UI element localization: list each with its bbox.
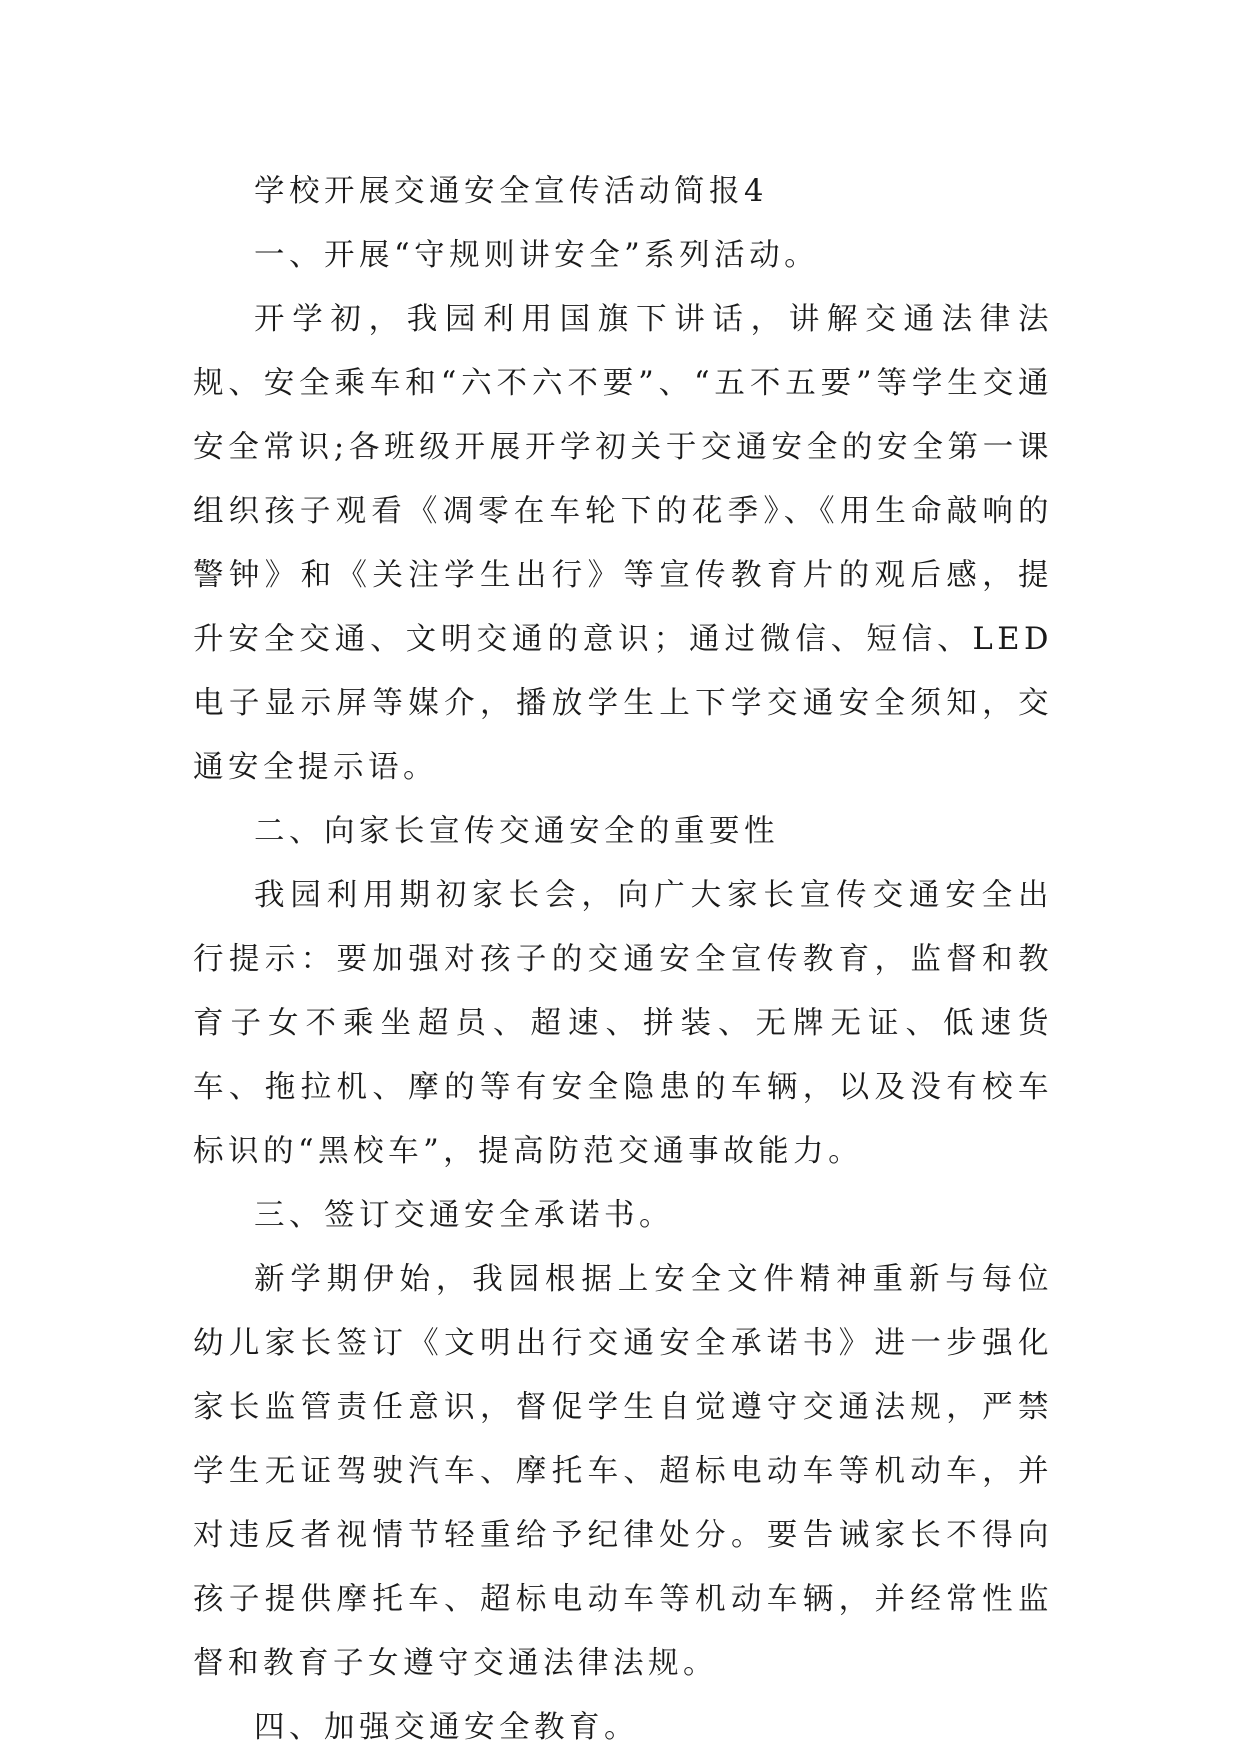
section-heading-1: 一、开展“守规则讲安全”系列活动。 [254, 238, 820, 273]
section-heading-3: 三、签订交通安全承诺书。 [254, 1198, 674, 1233]
body-paragraph-1: 开学初，我园利用国旗下讲话，讲解交通法律法规、安全乘车和“六不六不要”、“五不五要”等学生交通安全常识;各班级开展开学初关于交通安全的安全第一课组织孩子观看《凋零在车轮下的花季》、《用生命敲响的警钟》和《关注学生出行》等宣传教育片的观后感，提升安全交通、文明交通的意识；通过微信、短信、LED电子显示屏等媒介，播放学生上下学交通安全须知，交通安全提示语。 [193, 302, 1053, 785]
section-heading-2: 二、向家长宣传交通安全的重要性 [254, 814, 779, 849]
document-body [193, 160, 1053, 1760]
body-paragraph-3: 新学期伊始，我园根据上安全文件精神重新与每位幼儿家长签订《文明出行交通安全承诺书》进一步强化家长监管责任意识，督促学生自觉遵守交通法规，严禁学生无证驾驶汽车、摩托车、超标电动车等机动车，并对违反者视情节轻重给予纪律处分。要告诫家长不得向孩子提供摩托车、超标电动车等机动车辆，并经常性监督和教育子女遵守交通法律法规。 [193, 1262, 1053, 1681]
body-paragraph-2: 我园利用期初家长会，向广大家长宣传交通安全出行提示：要加强对孩子的交通安全宣传教育，监督和教育子女不乘坐超员、超速、拼装、无牌无证、低速货车、拖拉机、摩的等有安全隐患的车辆，以及没有校车标识的“黑校车”，提高防范交通事故能力。 [193, 878, 1053, 1169]
document-title: 学校开展交通安全宣传活动简报4 [254, 174, 768, 209]
section-heading-4: 四、加强交通安全教育。 [254, 1710, 639, 1745]
